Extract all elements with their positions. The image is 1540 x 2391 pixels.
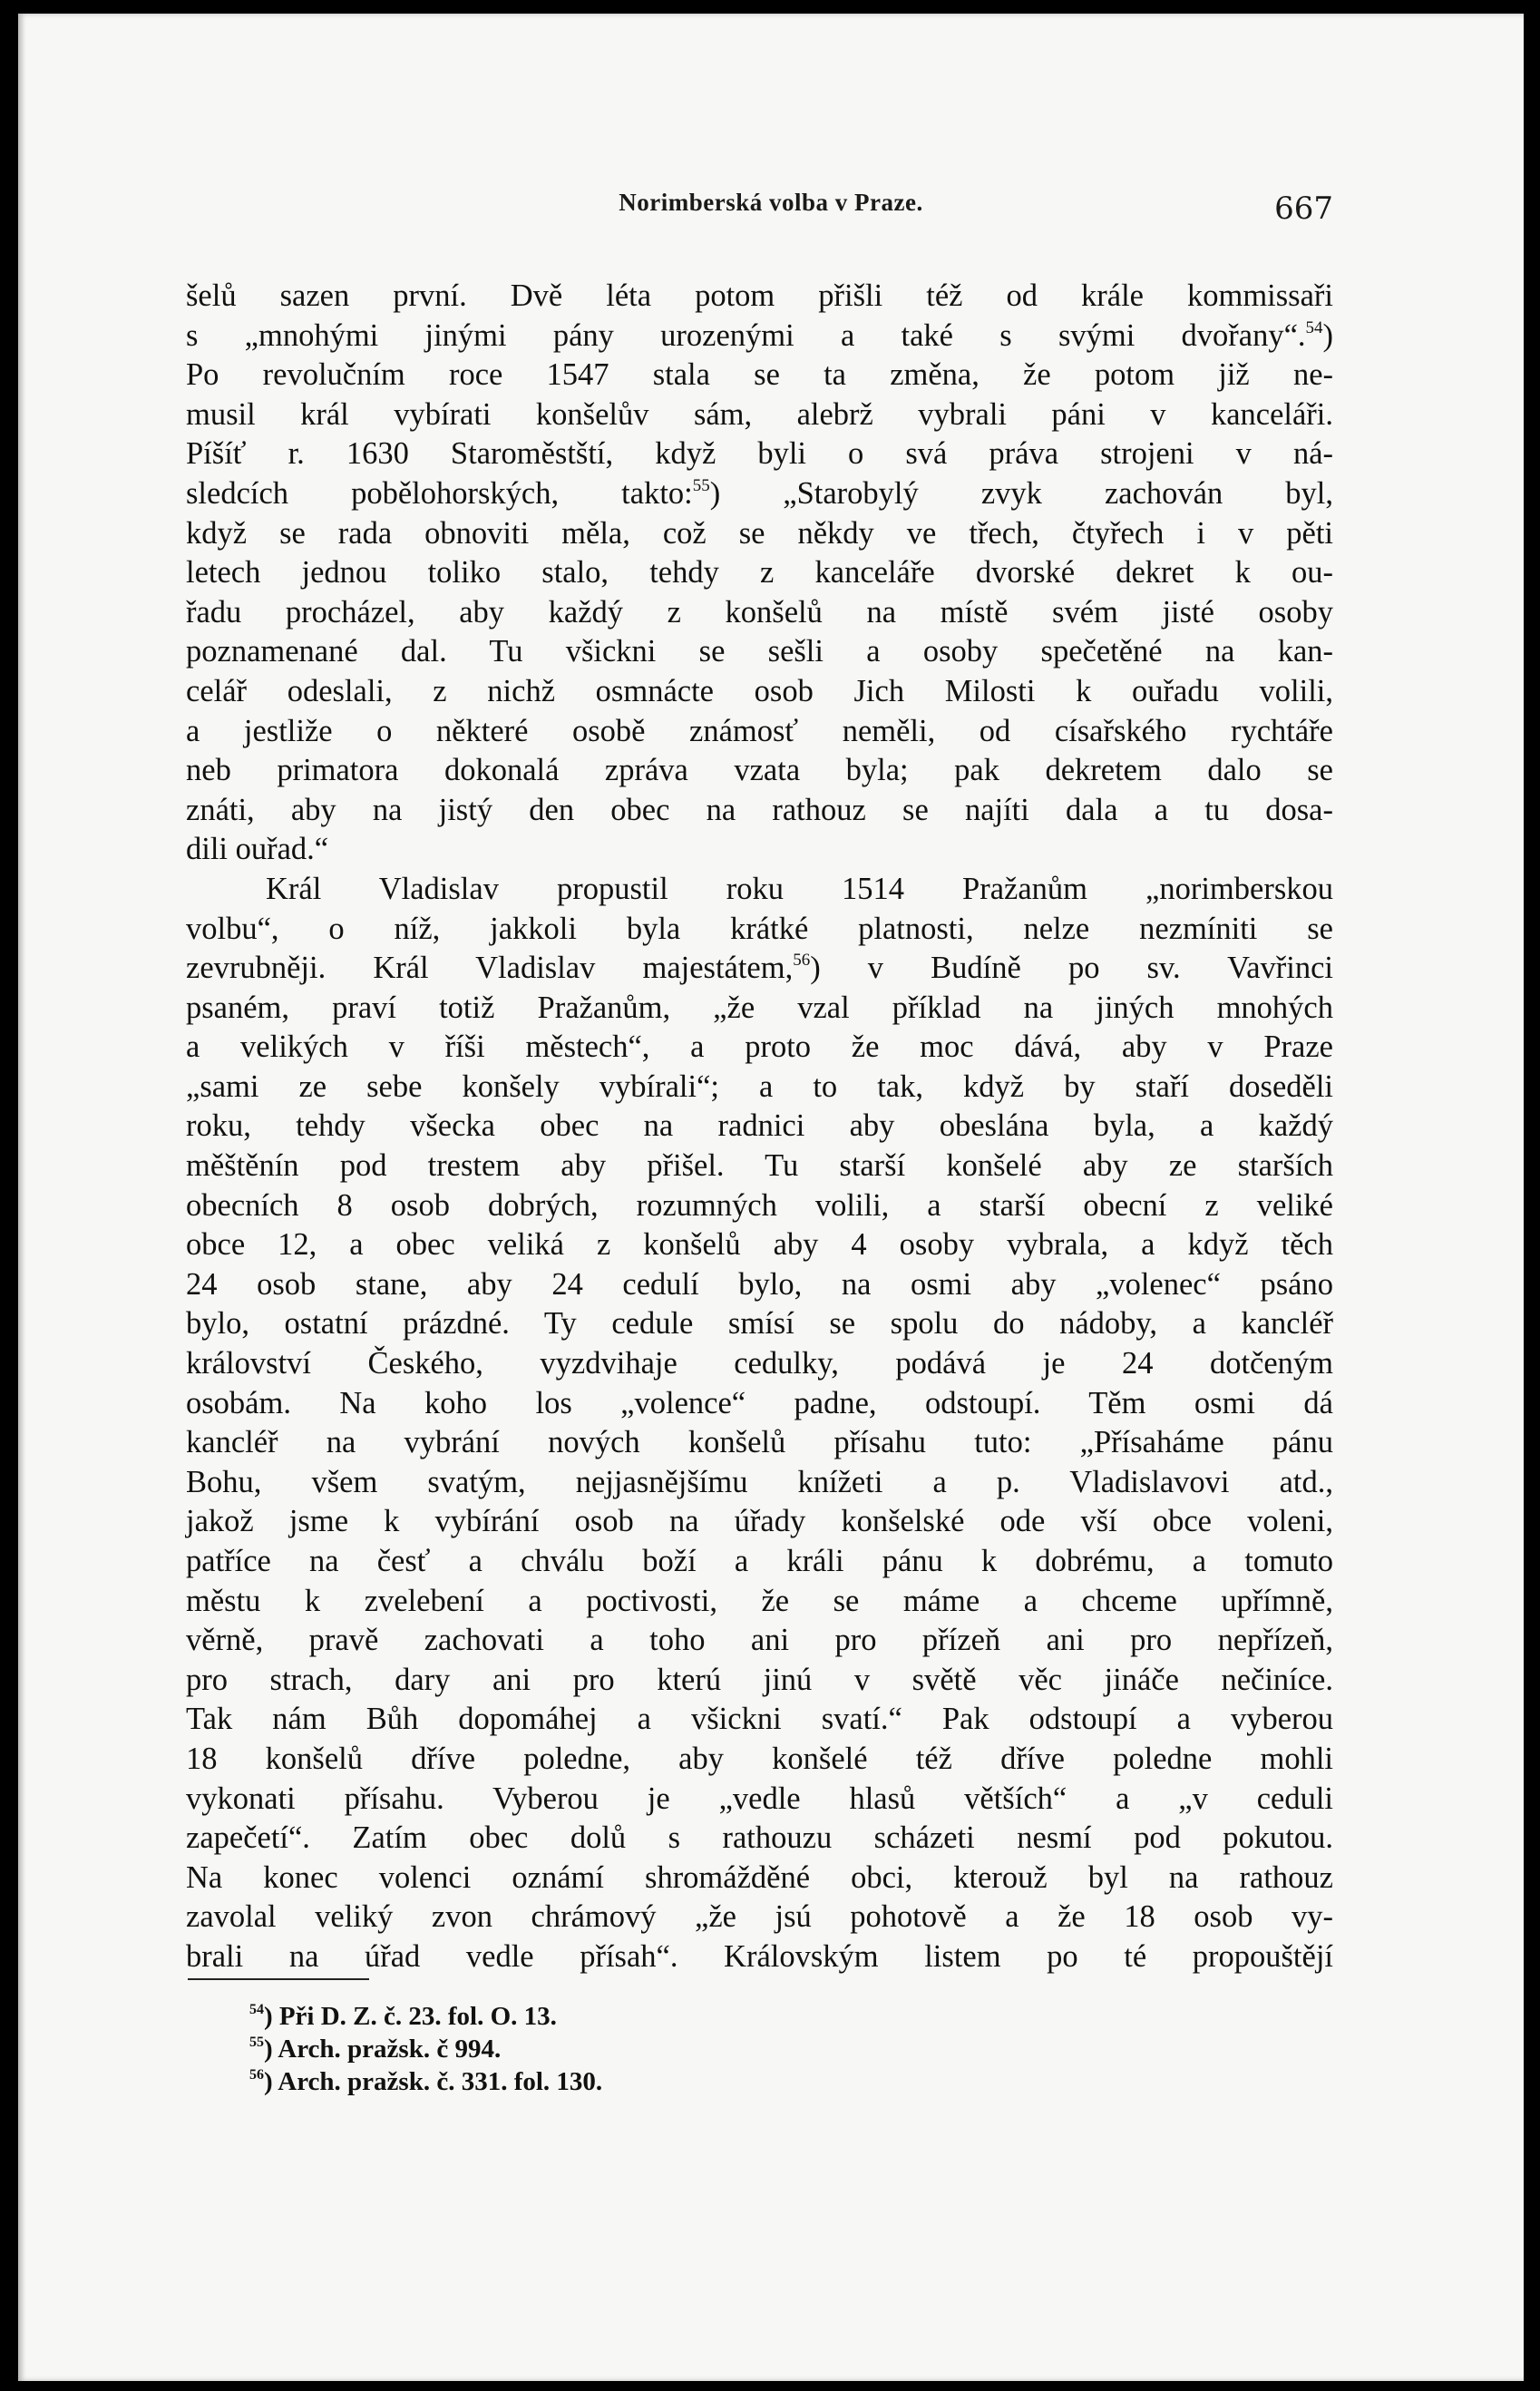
text-line: a velikých v říši městech“, a proto že moc dává, aby v Praze [186,1030,1333,1065]
footnote: $^{55}$) Arch. pražsk. č 994. [249,2035,502,2064]
text-line: s „mnohými jinými pány urozenými a také s svými dvořany“.$^{54}$) [186,317,1333,353]
footnote-reference: 55 [692,475,710,495]
text-line: městu k zvelebení a poctivosti, že se máme a chceme upřímně, [186,1583,1333,1618]
text-line: neb primatora dokonalá zpráva vzata byla; pak dekretem dalo se [186,753,1333,788]
text-line: 24 osob stane, aby 24 cedulí bylo, na osmi aby „volenec“ psáno [186,1266,1333,1302]
text-line: roku, tehdy všecka obec na radnici aby obeslána byla, a každý [186,1108,1333,1144]
text-line: obce 12, a obec veliká z konšelů aby 4 osoby vybrala, a když těch [186,1227,1333,1263]
text-line: jakož jsme k vybírání osob na úřady konšelské ode vší obce voleni, [186,1504,1333,1539]
text-line: zapečetí“. Zatím obec dolů s rathouzu scházeti nesmí pod pokutou. [186,1820,1333,1856]
text-line: dili ouřad.“ [186,832,329,867]
text-line: věrně, pravě zachovati a toho ani pro přízeň ani pro nepřízeň, [186,1623,1333,1658]
page-number: 667 [1274,190,1333,227]
text-line: obecních 8 osob dobrých, rozumných volili, a starší obecní z veliké [186,1187,1333,1223]
text-line: 18 konšelů dříve poledne, aby konšelé též dříve poledne mohli [186,1741,1333,1776]
footnote-reference: 54 [1305,317,1323,337]
footnote-reference: 56 [793,950,811,970]
page-header [18,189,1524,234]
text-line: Na konec volenci oznámí shromážděné obci, kterouž byl na rathouz [186,1859,1333,1895]
text-line: znáti, aby na jistý den obec na rathouz se najíti dala a tu dosa- [186,792,1333,827]
text-line: Po revolučním roce 1547 stala se ta změna, že potom již ne- [186,357,1333,393]
text-line: Píšíť r. 1630 Staroměstští, když byli o svá práva strojeni v ná- [186,436,1333,472]
text-line: psaném, praví totiž Pražanům, „že vzal příklad na jiných mnohých [186,990,1333,1025]
text-line: poznamenané dal. Tu všickni se sešli a osoby spečetěné na kan- [186,634,1333,669]
text-line: řadu procházel, aby každý z konšelů na místě svém jisté osoby [186,594,1333,629]
footnotes [249,2000,602,2098]
text-line: celář odeslali, z nichž osmnácte osob Jich Milosti k ouřadu volili, [186,673,1333,708]
text-line: sledcích pobělohorských, takto:$^{55}$) „Starobylý zvyk zachován byl, [186,475,1333,511]
text-line: „sami ze sebe konšely vybírali“; a to tak, když by staří doseděli [186,1069,1333,1104]
footnote: $^{56}$) Arch. pražsk. č. 331. fol. 130. [249,2067,603,2096]
text-line: Tak nám Bůh dopomáhej a všickni svatí.“ Pak odstoupí a vyberou [186,1702,1333,1737]
text-line: patříce na česť a chválu boží a králi pánu k dobrému, a tomuto [186,1544,1333,1578]
text-line: bylo, ostatní prázdné. Ty cedule smísí se spolu do nádoby, a kancléř [186,1306,1333,1342]
text-line: když se rada obnoviti měla, což se někdy ve třech, čtyřech i v pěti [186,515,1333,551]
text-line: volbu“, o níž, jakkoli byla krátké platnosti, nelze nezmíniti se [186,911,1333,946]
text-line: zevrubněji. Král Vladislav majestátem,$^{56}$) v Budíně po sv. Vavřinci [186,950,1333,986]
running-title: Norimberská volba v Praze. [619,189,923,216]
text-line: a jestliže o některé osobě známosť neměli, od císařského rychtáře [186,713,1333,748]
text-line: Král Vladislav propustil roku 1514 Pražanům „norimberskou [266,871,1333,906]
text-line: kancléř na vybrání nových konšelů přísahu tuto: „Přísaháme pánu [186,1425,1333,1460]
text-line: měštěnín pod trestem aby přišel. Tu starší konšelé aby ze starších [186,1148,1333,1184]
text-line: Bohu, všem svatým, nejjasnějšímu knížeti a p. Vladislavovi atd., [186,1464,1333,1499]
text-line: musil král vybírati konšelův sám, alebrž vybrali páni v kanceláři. [186,396,1333,432]
text-line: vykonati přísahu. Vyberou je „vedle hlasů větších“ a „v ceduli [186,1781,1333,1816]
text-line: šelů sazen první. Dvě léta potom přišli též od krále kommissaři [186,278,1333,313]
text-line: letech jednou toliko stalo, tehdy z kanceláře dvorské dekret k ou- [186,555,1333,590]
body-text [186,277,1333,1977]
document-page [18,14,1524,2381]
text-line: pro strach, dary ani pro kterú jinú v světě věc jináče nečiníce. [186,1662,1333,1697]
footnote-divider [188,1978,369,1980]
text-line: brali na úřad vedle přísah“. Královským listem po té propouštějí [186,1938,1333,1974]
text-line: osobám. Na koho los „volence“ padne, odstoupí. Těm osmi dá [186,1385,1333,1420]
footnote: $^{54}$) Při D. Z. č. 23. fol. O. 13. [249,2002,557,2031]
text-line: království Českého, vyzdvihaje cedulky, podává je 24 dotčeným [186,1346,1333,1381]
text-line: zavolal veliký zvon chrámový „že jsú pohotově a že 18 osob vy- [186,1899,1333,1935]
